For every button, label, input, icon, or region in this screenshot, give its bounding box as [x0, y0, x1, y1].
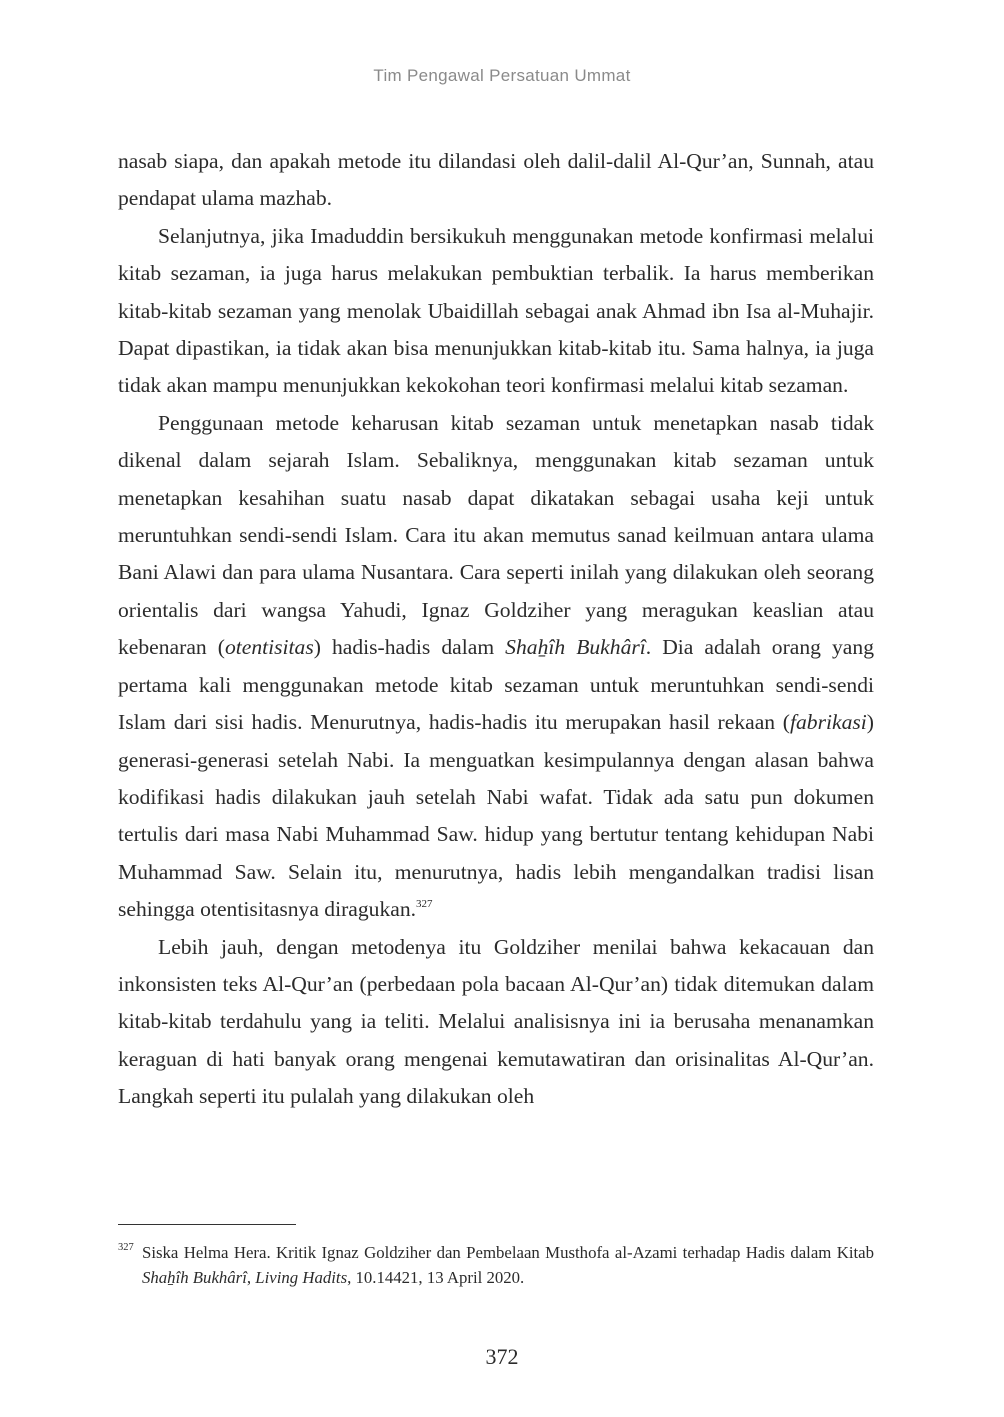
- text-run: Penggunaan metode keharusan kitab sezaman untuk menetapkan nasab tidak dikenal dalam sejarah Islam. Sebaliknya, menggunakan kitab sezaman untuk menetapkan kesahihan suatu nasab dapat dikatakan sebagai usaha keji untuk meruntuhkan sendi-sendi Islam. Cara itu akan memutus sanad keilmuan antara ulama Bani Alawi dan para ulama Nusantara. Cara seperti inilah yang dilakukan oleh seorang orientalis dari wangsa Yahudi, Ignaz Goldziher yang meragukan keaslian atau kebenaran (: [118, 410, 874, 660]
- text-run: ) generasi-generasi setelah Nabi. Ia menguatkan kesimpulannya dengan alasan bahwa kodifikasi hadis dilakukan jauh setelah Nabi wafat. Tidak ada satu pun dokumen tertulis dari masa Nabi Muhammad Saw. hidup yang bertutur tentang kehidupan Nabi Muhammad Saw. Selain itu, menurutnya, hadis lebih mengandalkan tradisi lisan sehingga otentisitasnya diragukan.: [118, 710, 874, 922]
- italic-book-title: Shaẖîh Bukhârî: [505, 635, 646, 660]
- text-run: . Dia adalah orang yang pertama kali menggunakan metode kitab sezaman untuk meruntuhkan sendi-sendi Islam dari sisi hadis. Menurutnya, hadis-hadis itu merupakan hasil rekaan (: [118, 635, 874, 735]
- paragraph: Selanjutnya, jika Imaduddin bersikukuh menggunakan metode konfirmasi melalui kitab sezaman, ia juga harus melakukan pembuktian terbalik. Ia harus memberikan kitab-kitab sezaman yang menolak Ubaidillah sebagai anak Ahmad ibn Isa al-Muhajir. Dapat dipastikan, ia tidak akan bisa menunjukkan kitab-kitab itu. Sama halnya, ia juga tidak akan mampu menunjukkan kekokohan teori konfirmasi melalui kitab sezaman.: [118, 223, 874, 398]
- running-header: Tim Pengawal Persatuan Ummat: [373, 66, 631, 85]
- footnote-text: [118, 1240, 874, 1290]
- italic-term: otentisitas: [224, 635, 314, 660]
- paragraph-continued: nasab siapa, dan apakah metode itu dilandasi oleh dalil-dalil Al-Qur’an, Sunnah, atau pendapat ulama mazhab.: [118, 149, 874, 211]
- text-run: , 10.14421, 13 April 2020.: [347, 1268, 525, 1287]
- paragraph-goldziher: [118, 405, 874, 929]
- italic-book-title: Shaẖîh Bukhârî: [142, 1268, 247, 1287]
- footnote: [118, 1240, 874, 1290]
- text-run: ) hadis-hadis dalam: [313, 635, 506, 660]
- italic-journal-title: Living Hadits: [255, 1268, 348, 1287]
- footnote-reference[interactable]: 327: [416, 898, 433, 911]
- main-text: [118, 143, 874, 1116]
- text-run: Siska Helma Hera. Kritik Ignaz Goldziher dan Pembelaan Musthofa al-Azami terhadap Hadis dalam Kitab: [142, 1243, 874, 1262]
- footnote-divider: [118, 1224, 296, 1225]
- text-run: ,: [246, 1268, 256, 1287]
- footnote-number: 327: [118, 1242, 134, 1253]
- italic-term: fabrikasi: [790, 710, 867, 735]
- paragraph: Lebih jauh, dengan metodenya itu Goldziher menilai bahwa kekacauan dan inkonsisten teks Al-Qur’an (perbedaan pola bacaan Al-Qur’an) tidak ditemukan dalam kitab-kitab terdahulu yang ia teliti. Melalui analisisnya ini ia berusaha menanamkan keraguan di hati banyak orang mengenai kemutawatiran dan orisinalitas Al-Qur’an. Langkah seperti itu pulalah yang dilakukan oleh: [118, 934, 874, 1109]
- page-number: 372: [485, 1344, 519, 1369]
